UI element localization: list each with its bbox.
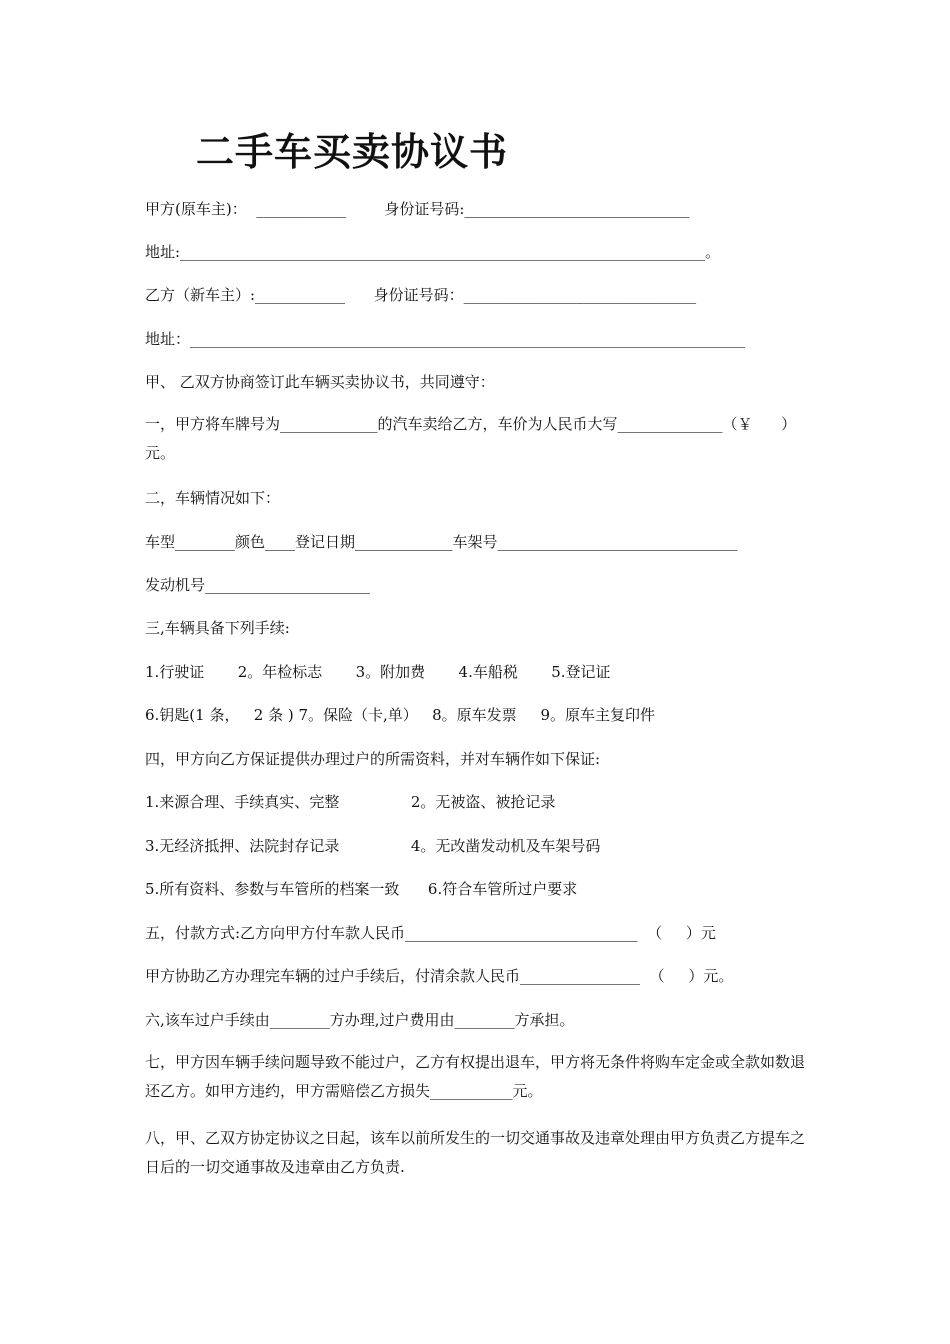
clause-5-payment: 五，付款方式:乙方向甲方付车款人民币_______________________________ （ ）元	[145, 924, 716, 942]
document-title: 二手车买卖协议书	[196, 130, 509, 174]
balance-payment-line: 甲方协助乙方办理完车辆的过户手续后，付清余款人民币________________ （ ）元。	[145, 967, 734, 985]
clause-8-liability: 八，甲、乙双方协定协议之日起，该车以前所发生的一切交通事故及违章处理由甲方负责乙方提车之日后的一切交通事故及违章由乙方负责.	[145, 1129, 806, 1176]
clause-7-refund: 七，甲方因车辆手续问题导致不能过户，乙方有权提出退车，甲方将无条件将购车定金或全款如数退还乙方。如甲方违约，甲方需赔偿乙方损失___________元。	[145, 1053, 806, 1100]
guarantee-row-1: 1.来源合理、手续真实、完整 2。无被盗、被抢记录	[145, 793, 556, 811]
guarantee-row-3: 5.所有资料、参数与车管所的档案一致 6.符合车管所过户要求	[145, 880, 578, 898]
agreement-preamble: 甲、 乙双方协商签订此车辆买卖协议书，共同遵守：	[145, 373, 495, 391]
clause-2-heading: 二，车辆情况如下：	[145, 489, 281, 507]
party-a-address-line: 地址:______________________________________________________________________。	[145, 243, 721, 261]
party-b-address-line: 地址：__________________________________________________________________________	[145, 330, 746, 348]
documents-list-row-1: 1.行驶证 2。年检标志 3。附加费 4.车船税 5.登记证	[145, 663, 611, 681]
guarantee-row-2: 3.无经济抵押、法院封存记录 4。无改凿发动机及车架号码	[145, 837, 601, 855]
clause-4-heading: 四，甲方向乙方保证提供办理过户的所需资料，并对车辆作如下保证:	[145, 750, 601, 768]
documents-list-row-2: 6.钥匙(1 条， 2 条 ) 7。保险（卡,单） 8。原车发票 9。原车主复印件	[145, 706, 656, 724]
clause-6-transfer: 六,该车过户手续由________方办理,过户费用由________方承担。	[145, 1011, 575, 1029]
clause-1-price: 一，甲方将车牌号为_____________的汽车卖给乙方，车价为人民币大写______________（￥ ）元。	[145, 415, 797, 462]
engine-number-line: 发动机号______________________	[145, 576, 371, 594]
vehicle-details-line: 车型________颜色____登记日期_____________车架号________________________________	[145, 533, 738, 551]
party-b-name-id-line: 乙方（新车主）:____________ 身份证号码：_______________________________	[145, 286, 697, 304]
party-a-name-id-line: 甲方(原车主)： ____________ 身份证号码:______________________________	[145, 200, 690, 218]
clause-3-heading: 三,车辆具备下列手续:	[145, 619, 290, 637]
